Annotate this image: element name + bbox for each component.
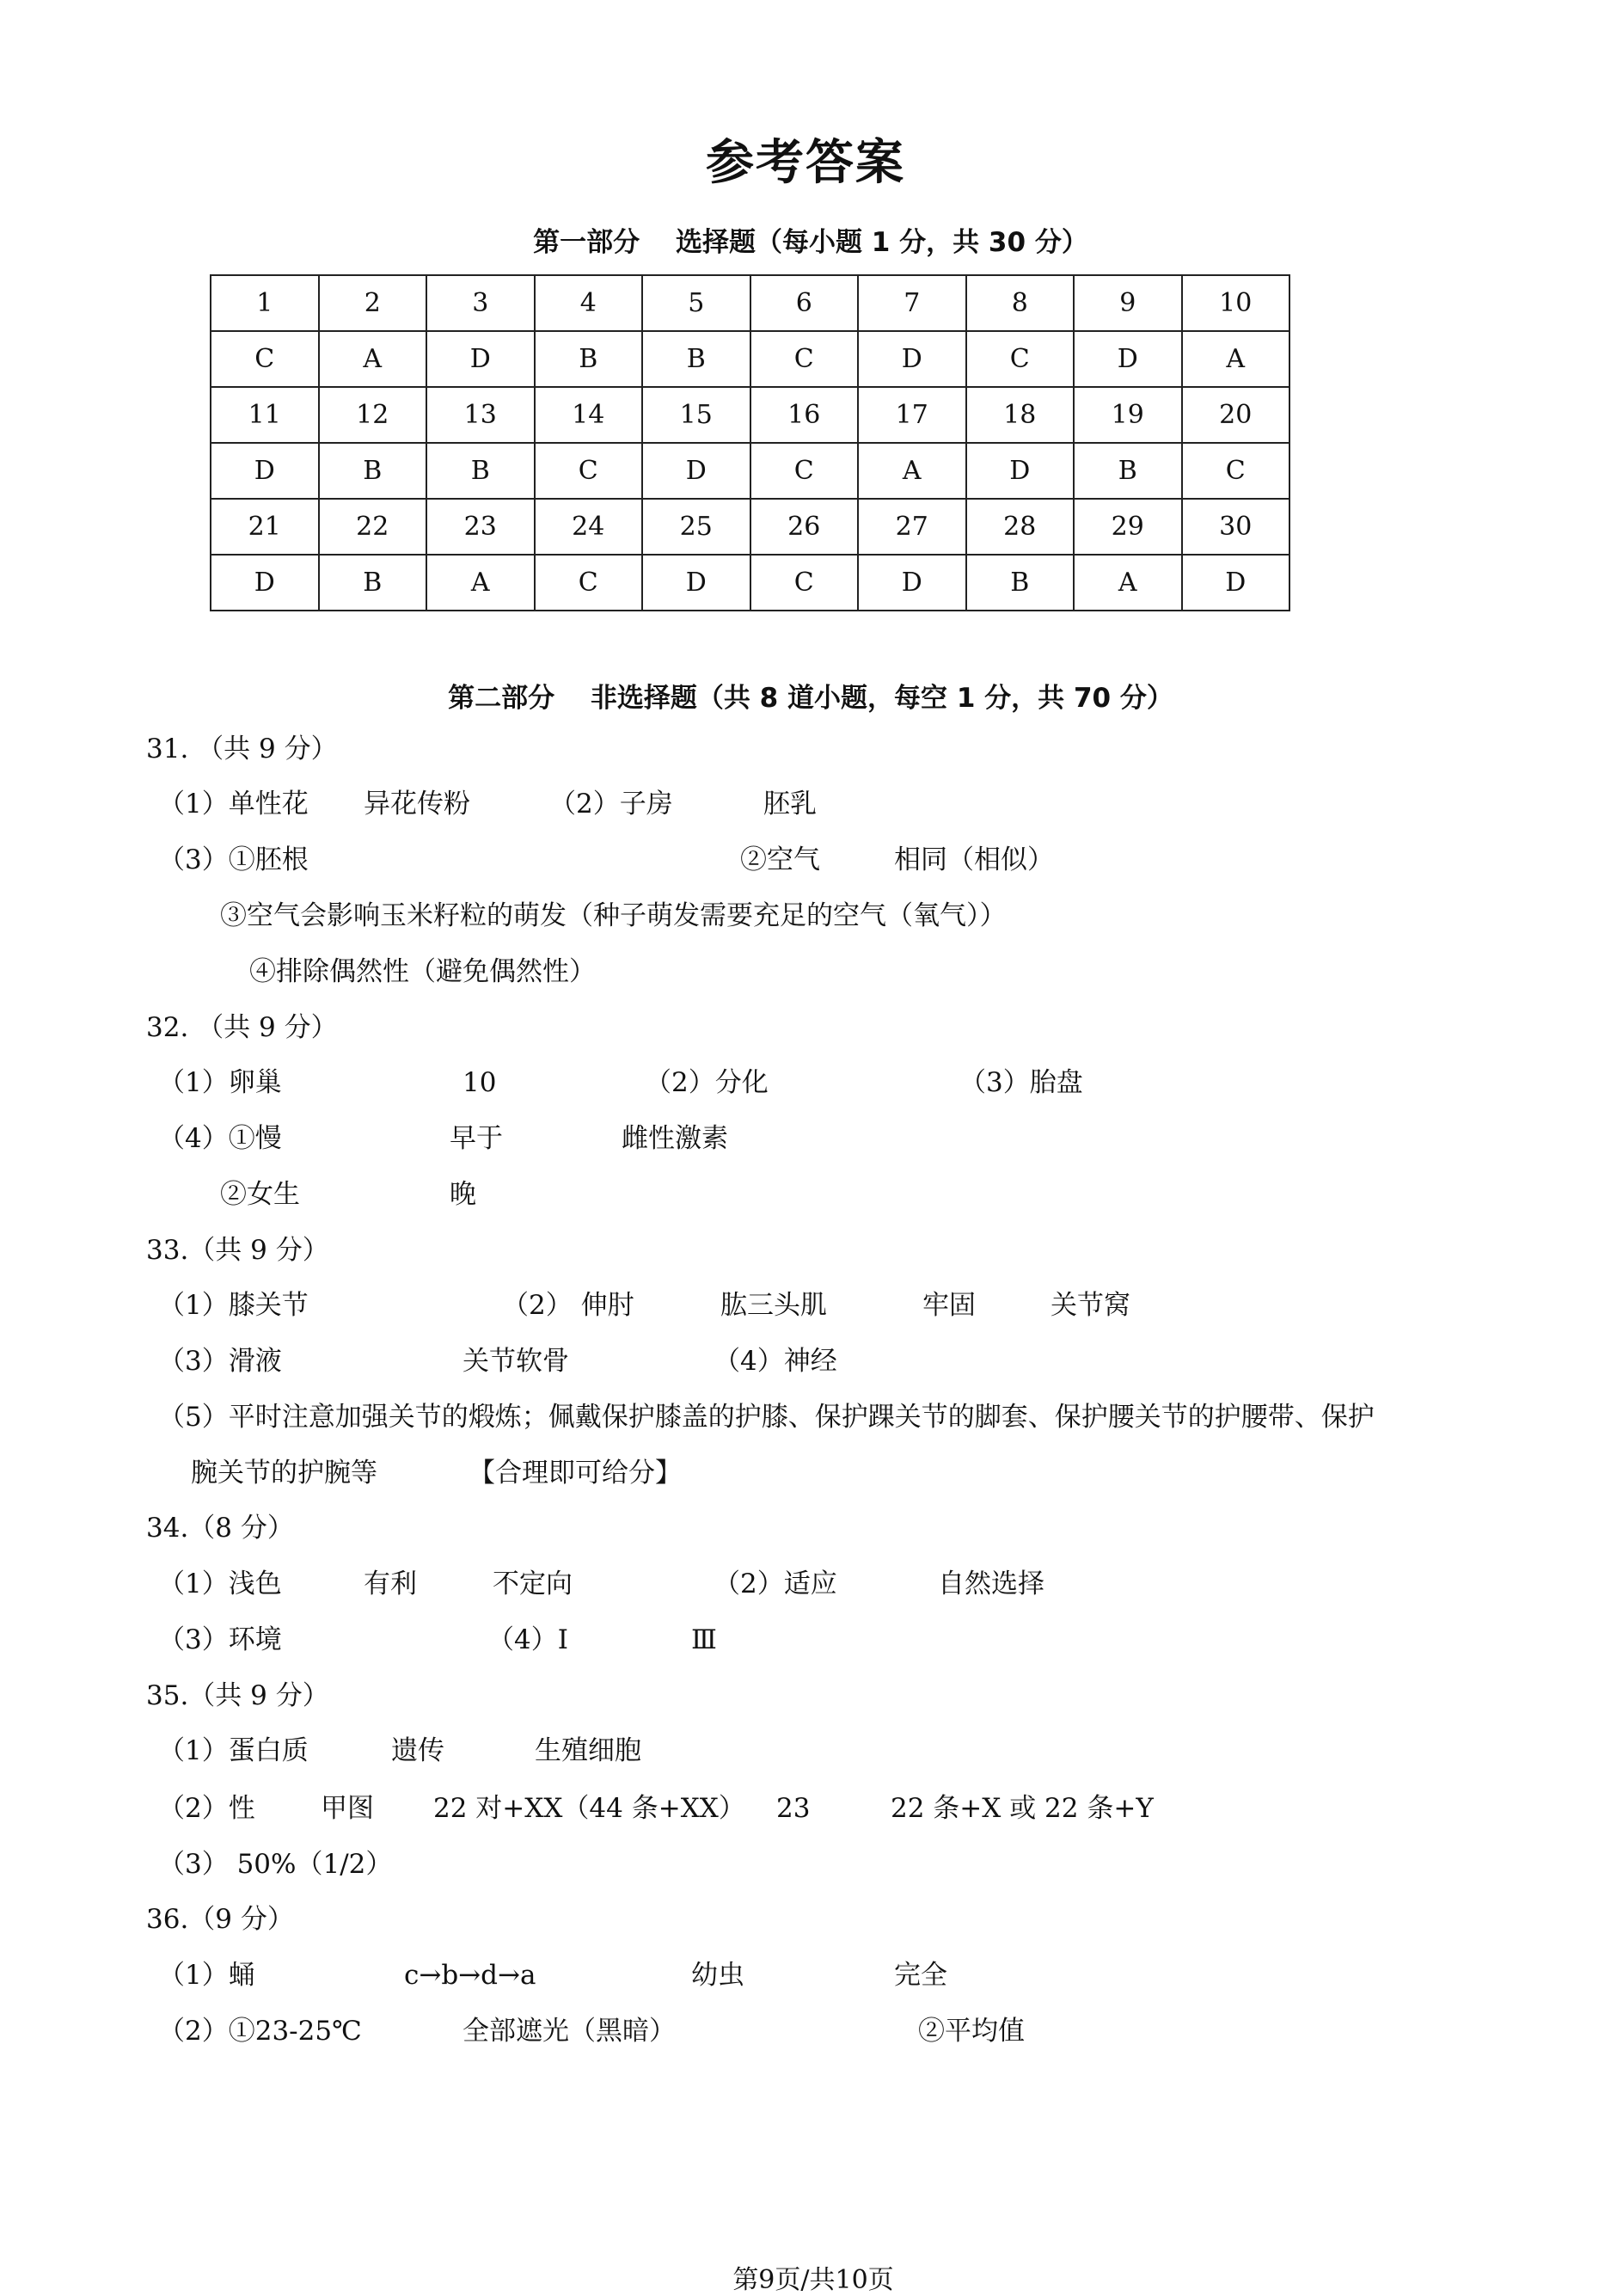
table-cell: 11 [211,387,319,443]
answer-text: 晚 [450,1179,476,1210]
table-cell: D [211,443,319,499]
table-cell: C [750,443,859,499]
answer-text: 22 条+X 或 22 条+Y [891,1793,1154,1824]
answer-text: ③空气会影响玉米籽粒的萌发（种子萌发需要充足的空气（氧气）） [220,900,1007,931]
table-cell: 22 [319,499,427,555]
answer-text: 幼虫 [691,1960,744,1991]
answer-text: （3）滑液 [158,1346,282,1377]
answer-text: （3）环境 [158,1624,282,1655]
question-number-row [211,499,1289,555]
answer-text: 不定向 [493,1569,573,1599]
table-cell: D [426,331,535,387]
table-cell: C [966,331,1075,387]
question-heading: 33.（共 9 分） [146,1235,329,1266]
table-cell: 28 [966,499,1075,555]
table-cell: D [858,331,966,387]
table-cell: B [426,443,535,499]
table-cell: 30 [1182,499,1290,555]
table-cell: 15 [642,387,750,443]
answer-text: （4）①慢 [158,1123,282,1154]
answer-text: （4）Ⅰ [487,1624,568,1655]
table-cell: 16 [750,387,859,443]
question-number-row [211,387,1289,443]
answer-text: 牢固 [922,1290,976,1321]
table-cell: 25 [642,499,750,555]
table-cell: 21 [211,499,319,555]
answer-row [211,443,1289,499]
table-cell: B [319,443,427,499]
answer-text: 腕关节的护腕等 [191,1458,377,1489]
answer-text: （2） 伸肘 [502,1290,634,1321]
answer-text: 肱三头肌 [720,1290,827,1321]
answer-text: 关节软骨 [462,1346,569,1377]
table-cell: 17 [858,387,966,443]
table-cell: A [1074,555,1182,611]
page-footer: 第9页/共10页 [732,2265,894,2295]
answer-text: c→b→d→a [404,1960,536,1991]
answer-text: （2）①23-25℃ [158,2016,362,2047]
table-cell: B [535,331,643,387]
answer-text: （2）性 [158,1793,255,1824]
table-cell: A [858,443,966,499]
answer-text: 关节窝 [1051,1290,1130,1321]
table-cell: B [966,555,1075,611]
answer-text: 胚乳 [763,789,817,820]
part1-heading: 第一部分 选择题（每小题 1 分，共 30 分） [533,227,1088,258]
answer-text: 早于 [450,1123,503,1154]
table-cell: D [1182,555,1290,611]
question-number-row [211,275,1289,331]
answer-text: （1）蛋白质 [158,1735,309,1766]
answer-text: （5）平时注意加强关节的煅炼；佩戴保护膝盖的护膝、保护踝关节的脚套、保护腰关节的护腰带、保护 [158,1402,1375,1433]
table-cell: 3 [426,275,535,331]
answer-text: 遗传 [391,1735,444,1766]
table-cell: 19 [1074,387,1182,443]
table-cell: 7 [858,275,966,331]
table-cell: 12 [319,387,427,443]
table-cell: D [1074,331,1182,387]
answer-text: （1）单性花 [158,789,309,820]
table-cell: 9 [1074,275,1182,331]
table-cell: 13 [426,387,535,443]
table-cell: 29 [1074,499,1182,555]
table-cell: A [319,331,427,387]
answer-text: 23 [776,1793,811,1824]
question-heading: 34.（8 分） [146,1513,294,1544]
table-cell: D [966,443,1075,499]
answer-text: （1）膝关节 [158,1290,309,1321]
answer-text: 全部遮光（黑暗） [462,2016,676,2047]
table-cell: D [642,555,750,611]
table-cell: C [535,555,643,611]
table-cell: 6 [750,275,859,331]
answer-text: 有利 [364,1569,417,1599]
answer-text: （2）适应 [714,1569,837,1599]
answer-text: 相同（相似） [894,844,1054,875]
table-cell: C [535,443,643,499]
answer-text: ②女生 [220,1179,300,1210]
answer-text: （4）神经 [714,1346,837,1377]
answer-text: 生殖细胞 [535,1735,641,1766]
question-heading: 31. （共 9 分） [146,734,338,764]
table-cell: C [750,555,859,611]
table-cell: C [1182,443,1290,499]
answer-text: 异花传粉 [364,789,470,820]
answer-text: ④排除偶然性（避免偶然性） [249,956,596,987]
table-cell: B [642,331,750,387]
table-cell: 1 [211,275,319,331]
table-cell: A [426,555,535,611]
table-cell: 24 [535,499,643,555]
page-title: 参考答案 [706,135,905,191]
part2-heading: 第二部分 非选择题（共 8 道小题，每空 1 分，共 70 分） [448,683,1173,714]
table-cell: D [642,443,750,499]
answer-text: （3） 50%（1/2） [158,1849,393,1880]
answer-text: （3）①胚根 [158,844,309,875]
answer-table [210,274,1290,611]
table-cell: D [858,555,966,611]
answer-text: （3）胎盘 [959,1067,1083,1098]
answer-text: （2）分化 [645,1067,769,1098]
table-cell: 2 [319,275,427,331]
table-cell: D [211,555,319,611]
table-cell: 4 [535,275,643,331]
table-cell: 14 [535,387,643,443]
answer-text: ②平均值 [918,2016,1025,2047]
answer-text: ②空气 [740,844,820,875]
answer-text: 10 [462,1067,497,1098]
table-cell: 26 [750,499,859,555]
question-heading: 32. （共 9 分） [146,1012,338,1043]
answer-text: Ⅲ [691,1624,717,1655]
table-cell: 20 [1182,387,1290,443]
table-cell: C [211,331,319,387]
answer-text: 甲图 [321,1793,374,1824]
question-heading: 35.（共 9 分） [146,1680,329,1711]
table-cell: 8 [966,275,1075,331]
answer-text: （1）蛹 [158,1960,255,1991]
table-cell: B [1074,443,1182,499]
answer-text: （2）子房 [549,789,673,820]
question-heading: 36.（9 分） [146,1904,294,1935]
table-cell: 5 [642,275,750,331]
answer-row [211,555,1289,611]
table-cell: 18 [966,387,1075,443]
answer-row [211,331,1289,387]
table-cell: A [1182,331,1290,387]
table-cell: 10 [1182,275,1290,331]
answer-text: 22 对+XX（44 条+XX） [433,1793,745,1824]
answer-text: 完全 [894,1960,947,1991]
answer-text: 【合理即可给分】 [469,1458,682,1489]
table-cell: B [319,555,427,611]
table-cell: C [750,331,859,387]
answer-text: （1）浅色 [158,1569,282,1599]
answer-text: 自然选择 [938,1569,1044,1599]
answer-text: （1）卵巢 [158,1067,282,1098]
table-cell: 23 [426,499,535,555]
answer-text: 雌性激素 [622,1123,728,1154]
table-cell: 27 [858,499,966,555]
